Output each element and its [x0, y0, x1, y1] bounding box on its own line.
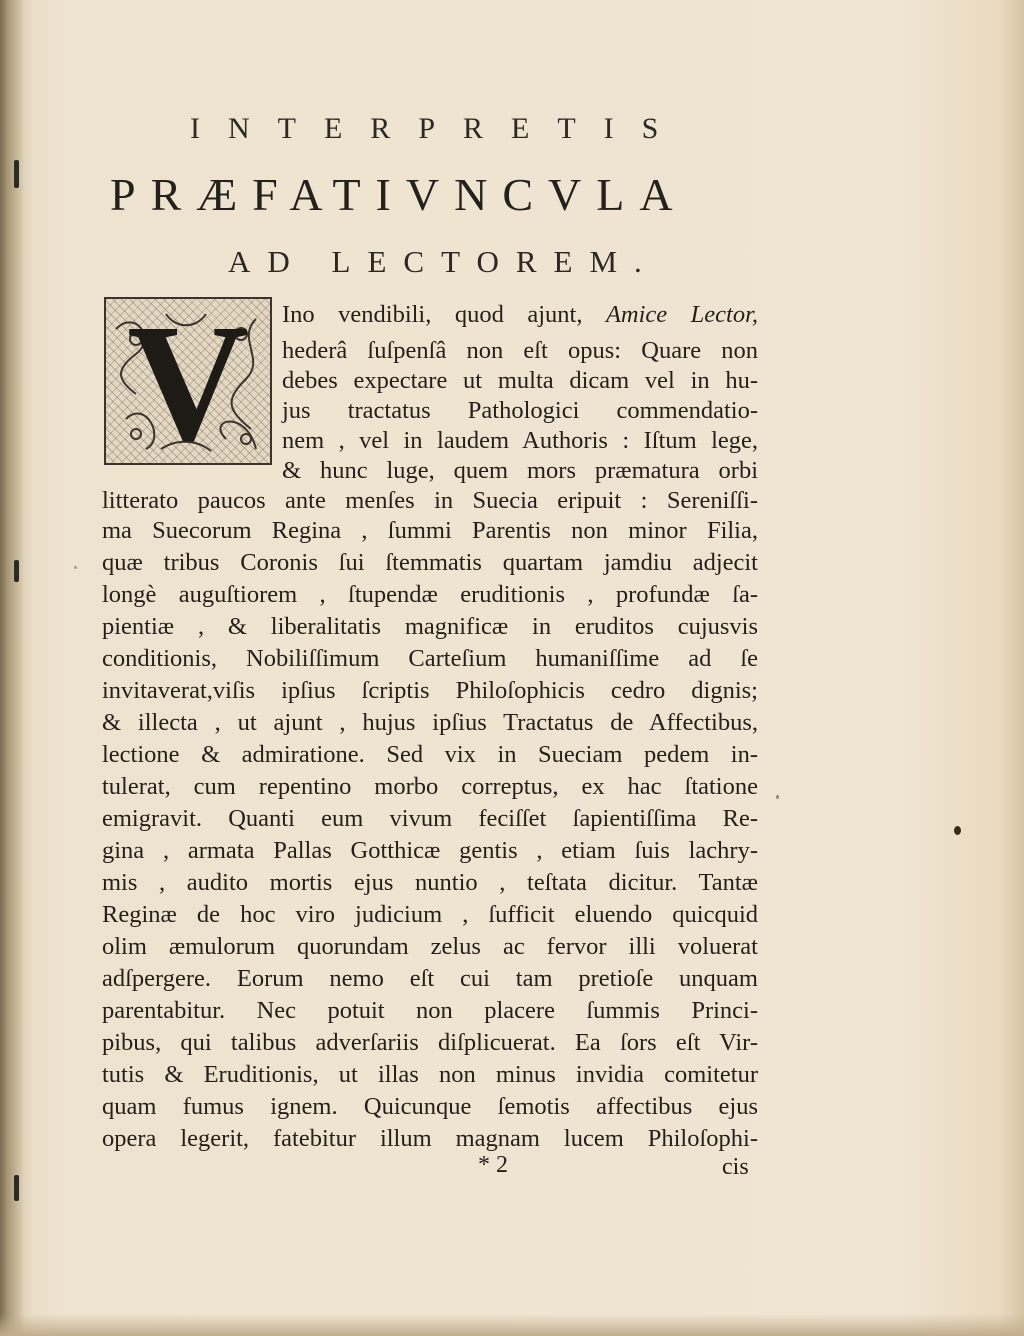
text-line: & hunc luge, quem mors præmatura orbi: [282, 457, 758, 484]
page-binding: [0, 0, 24, 1336]
ink-spot: [74, 566, 77, 569]
ink-spot: [954, 826, 961, 835]
text-line: parentabitur. Nec potuit non placere ſummis Princi-: [102, 997, 758, 1024]
binding-thread: [14, 1175, 19, 1201]
text-line: emigravit. Quanti eum vivum feciſſet ſapientiſſima Re-: [102, 805, 758, 832]
heading-line-3: AD LECTOREM.: [228, 244, 659, 279]
text-line: invitaverat,viſis ipſius ſcriptis Philoſophicis cedro dignis;: [102, 677, 758, 704]
text-line: opera legerit, fatebitur illum magnam lucem Philoſophi-: [102, 1125, 758, 1152]
text-line: Reginæ de hoc viro judicium , ſufficit eluendo quicquid: [102, 901, 758, 928]
text-line: pientiæ , & liberalitatis magnificæ in eruditos cujusvis: [102, 613, 758, 640]
text-line: ma Suecorum Regina , ſummi Parentis non minor Filia,: [102, 517, 758, 544]
binding-thread: [14, 160, 19, 188]
ink-spot: [776, 795, 779, 799]
text-line: hederâ ſuſpenſâ non eſt opus: Quare non: [282, 337, 758, 364]
text-line: gina , armata Pallas Gotthicæ gentis , etiam ſuis lachry-: [102, 837, 758, 864]
catchword: cis: [722, 1154, 749, 1180]
text-line: tutis & Eruditionis, ut illas non minus invidia comitetur: [102, 1061, 758, 1088]
text-line: quæ tribus Coronis ſui ſtemmatis quartam jamdiu adjecit: [102, 549, 758, 576]
text-line: adſpergere. Eorum nemo eſt cui tam pretioſe unquam: [102, 965, 758, 992]
text-line: pibus, qui talibus adverſariis diſplicuerat. Ea ſors eſt Vir-: [102, 1029, 758, 1056]
text-line: jus tractatus Pathologici commendatio-: [282, 397, 758, 424]
text-line: mis , audito mortis ejus nuntio , teſtata dicitur. Tantæ: [102, 869, 758, 896]
heading-line-1: INTERPRETIS: [190, 112, 687, 145]
initial-letter: V: [127, 290, 249, 476]
signature-mark: * 2: [478, 1152, 508, 1178]
emphasis-text: Amice Lector,: [605, 301, 759, 328]
text-line: lectione & admiratione. Sed vix in Sueciam pedem in-: [102, 741, 758, 768]
text-line: debes expectare ut multa dicam vel in hu-: [282, 367, 758, 394]
text-line: & illecta , ut ajunt , hujus ipſius Tractatus de Affectibus,: [102, 709, 758, 736]
text-line: conditionis, Nobiliſſimum Carteſium humaniſſime ad ſe: [102, 645, 758, 672]
decorated-initial: [104, 290, 272, 476]
binding-thread: [14, 560, 19, 582]
text-line: quam fumus ignem. Quicunque ſemotis affectibus ejus: [102, 1093, 758, 1120]
page-bottom-edge: [0, 1314, 1024, 1336]
text-line: olim æmulorum quorundam zelus ac fervor illi voluerat: [102, 933, 758, 960]
text-line: nem , vel in laudem Authoris : Iſtum lege,: [282, 427, 758, 454]
text-line: longè auguſtiorem , ſtupendæ eruditionis , profundæ ſa-: [102, 581, 758, 608]
heading-line-2: PRÆFATIVNCVLA: [110, 169, 688, 220]
text-line: Ino vendibili, quod ajunt, Amice Lector,: [282, 301, 759, 328]
text-line: litterato paucos ante menſes in Suecia eripuit : Sereniſſi-: [102, 487, 758, 514]
text-line: tulerat, cum repentino morbo correptus, ex hac ſtatione: [102, 773, 758, 800]
